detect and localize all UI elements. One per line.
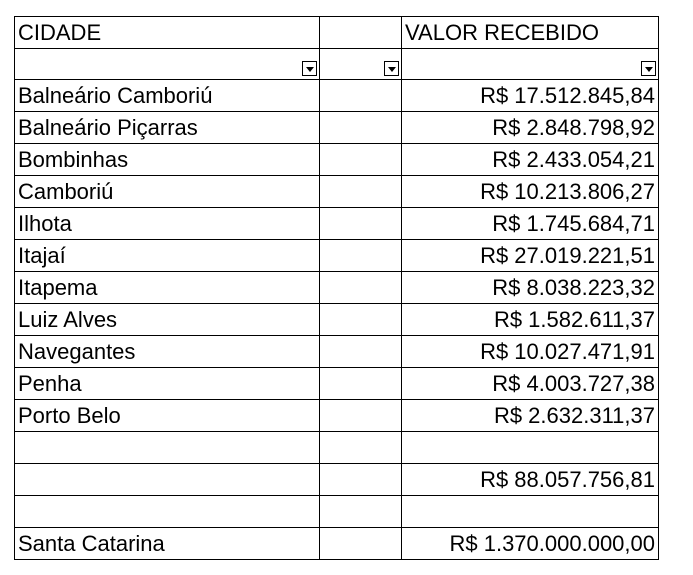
table-row [15, 208, 659, 240]
table-cell[interactable] [320, 400, 402, 432]
valor-cell[interactable]: R$ 10.213.806,27 [402, 176, 659, 208]
table-row [15, 368, 659, 400]
spreadsheet-table [14, 16, 659, 560]
valor-cell[interactable]: R$ 27.019.221,51 [402, 240, 659, 272]
valor-cell[interactable]: R$ 2.433.054,21 [402, 144, 659, 176]
table-cell[interactable] [320, 304, 402, 336]
cidade-cell[interactable]: Penha [15, 368, 320, 400]
table-cell[interactable] [320, 176, 402, 208]
table-cell[interactable] [320, 496, 402, 528]
valor-cell[interactable]: R$ 8.038.223,32 [402, 272, 659, 304]
dropdown-arrow-icon[interactable] [384, 61, 399, 76]
valor-cell[interactable]: R$ 4.003.727,38 [402, 368, 659, 400]
filter-cell-valor[interactable] [402, 49, 659, 80]
table-cell[interactable] [320, 368, 402, 400]
empty-row [15, 432, 659, 464]
table-row [15, 112, 659, 144]
table-row [15, 336, 659, 368]
cidade-cell[interactable]: Ilhota [15, 208, 320, 240]
table-cell[interactable] [15, 432, 320, 464]
table-row [15, 144, 659, 176]
cidade-cell[interactable]: Balneário Camboriú [15, 80, 320, 112]
valor-cell[interactable]: R$ 1.582.611,37 [402, 304, 659, 336]
table-cell[interactable] [320, 336, 402, 368]
table-cell[interactable] [402, 432, 659, 464]
cidade-cell[interactable]: Navegantes [15, 336, 320, 368]
table-cell[interactable] [15, 464, 320, 496]
dropdown-arrow-icon[interactable] [302, 61, 317, 76]
filter-cell-blank[interactable] [320, 49, 402, 80]
table-cell[interactable] [402, 496, 659, 528]
table-cell[interactable] [15, 496, 320, 528]
valor-cell[interactable]: R$ 2.848.798,92 [402, 112, 659, 144]
table-row [15, 176, 659, 208]
cidade-cell[interactable]: Porto Belo [15, 400, 320, 432]
valor-cell[interactable]: R$ 2.632.311,37 [402, 400, 659, 432]
cidade-cell[interactable]: Balneário Piçarras [15, 112, 320, 144]
table-row [15, 240, 659, 272]
table-cell[interactable] [320, 272, 402, 304]
total-valor-cell[interactable]: R$ 88.057.756,81 [402, 464, 659, 496]
empty-row [15, 496, 659, 528]
table-row [15, 80, 659, 112]
cidade-cell[interactable]: Luiz Alves [15, 304, 320, 336]
table-cell[interactable] [320, 112, 402, 144]
state-name-cell[interactable]: Santa Catarina [15, 528, 320, 560]
table-cell[interactable] [320, 240, 402, 272]
table-cell[interactable] [320, 464, 402, 496]
state-row [15, 528, 659, 560]
table-row [15, 304, 659, 336]
total-row [15, 464, 659, 496]
table-cell[interactable] [320, 80, 402, 112]
filter-cell-cidade[interactable] [15, 49, 320, 80]
header-cidade[interactable]: CIDADE [15, 17, 320, 49]
header-valor-recebido[interactable]: VALOR RECEBIDO [402, 17, 659, 49]
table-row [15, 400, 659, 432]
table-cell[interactable] [320, 528, 402, 560]
autofilter-row [15, 49, 659, 80]
cidade-cell[interactable]: Itajaí [15, 240, 320, 272]
cidade-cell[interactable]: Camboriú [15, 176, 320, 208]
state-valor-cell[interactable]: R$ 1.370.000.000,00 [402, 528, 659, 560]
valor-cell[interactable]: R$ 1.745.684,71 [402, 208, 659, 240]
table-cell[interactable] [320, 208, 402, 240]
table-cell[interactable] [320, 432, 402, 464]
cidade-cell[interactable]: Bombinhas [15, 144, 320, 176]
data-rows [15, 80, 659, 432]
cidade-cell[interactable]: Itapema [15, 272, 320, 304]
table-row [15, 272, 659, 304]
valor-cell[interactable]: R$ 10.027.471,91 [402, 336, 659, 368]
table-cell[interactable] [320, 144, 402, 176]
valor-cell[interactable]: R$ 17.512.845,84 [402, 80, 659, 112]
header-row [15, 17, 659, 49]
header-blank[interactable] [320, 17, 402, 49]
dropdown-arrow-icon[interactable] [641, 61, 656, 76]
